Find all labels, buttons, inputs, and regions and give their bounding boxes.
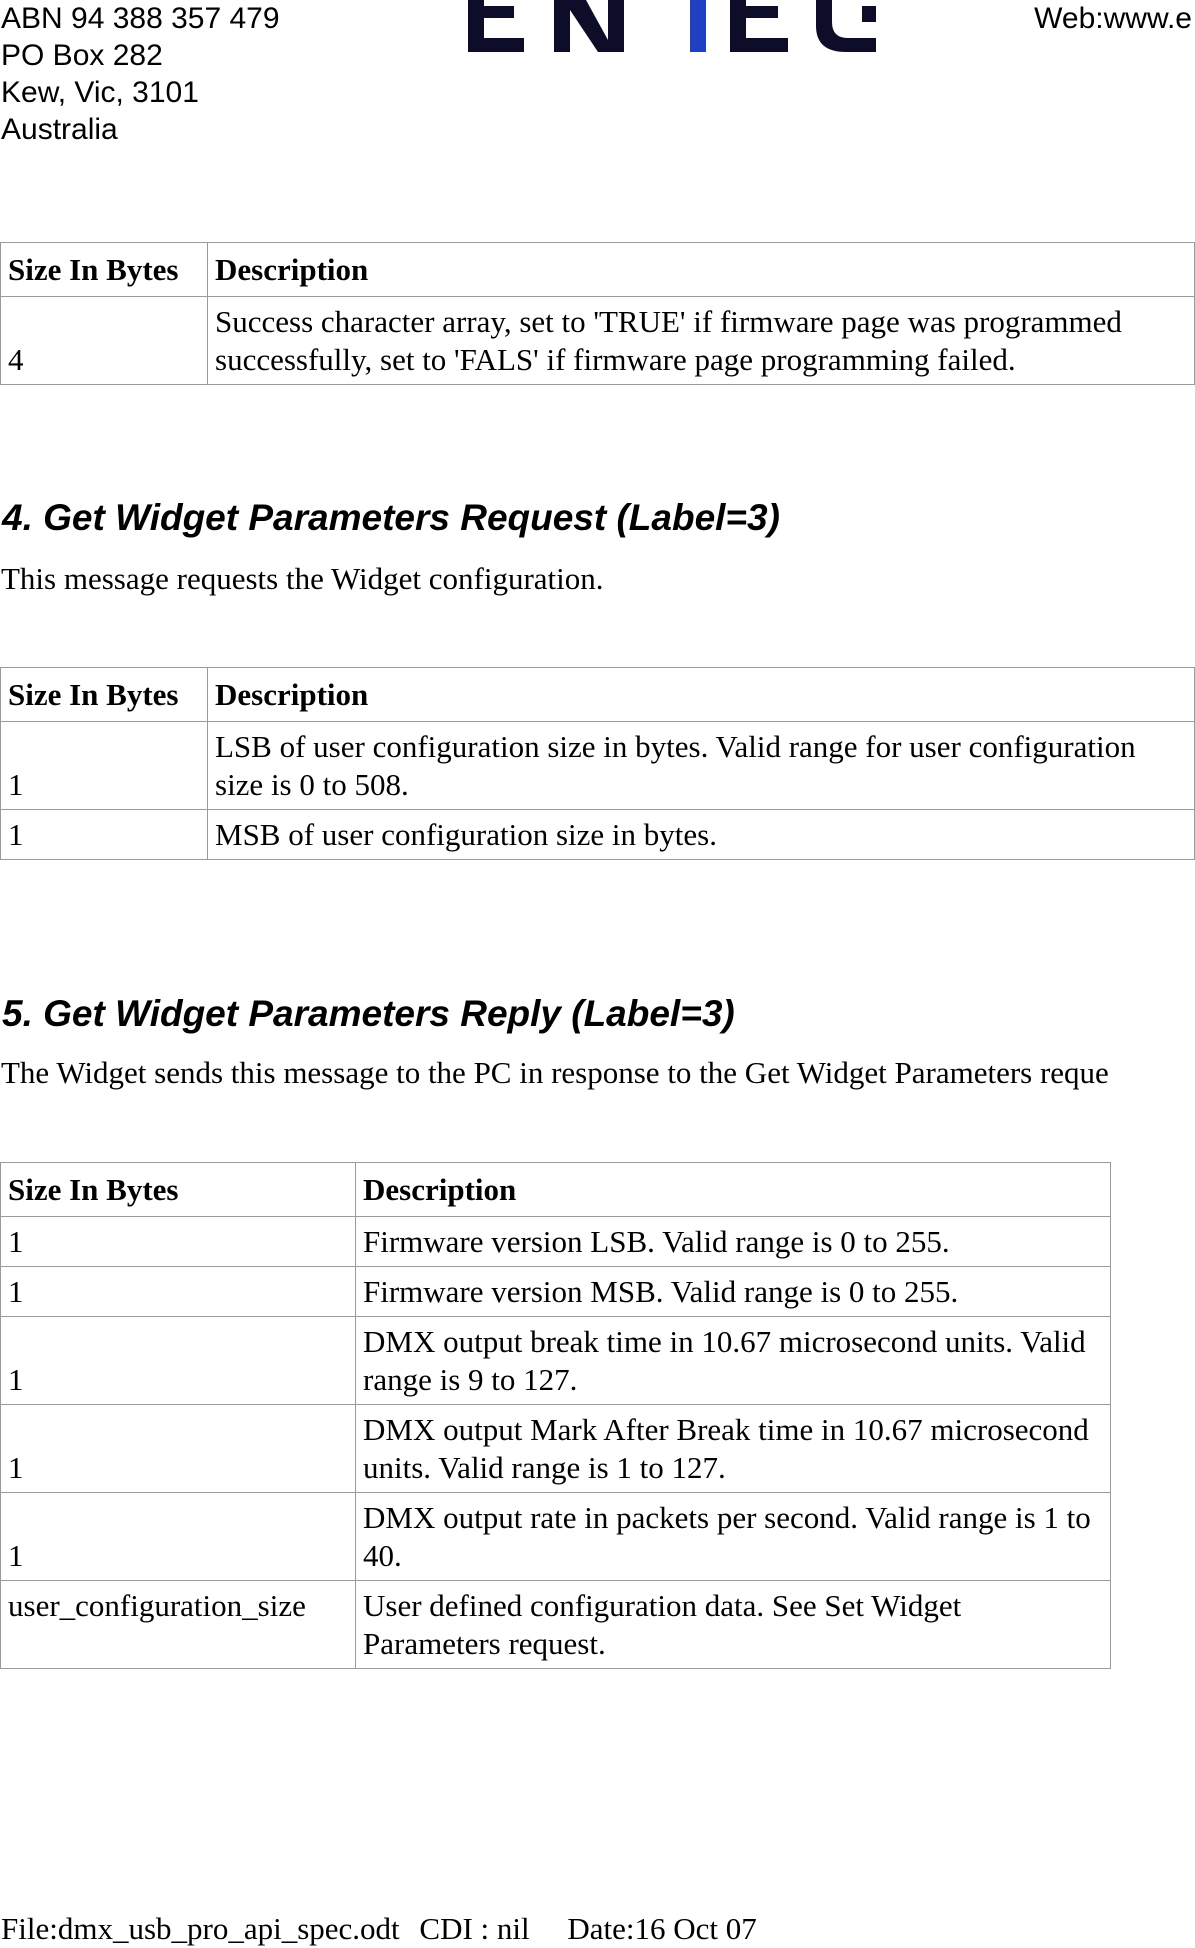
section-5-intro: The Widget sends this message to the PC in response to the Get Widget Parameters reque: [1, 1055, 1109, 1090]
table-row: [1, 297, 1195, 385]
country-line: Australia: [1, 113, 118, 146]
size-cell: 1: [1, 1217, 356, 1267]
size-cell: 1: [1, 722, 208, 810]
description-cell: DMX output Mark After Break time in 10.67 microsecond units. Valid range is 1 to 127.: [356, 1405, 1111, 1493]
table-header-row: [1, 668, 1195, 722]
table-row: [1, 1267, 1111, 1317]
table-row: [1, 1581, 1111, 1669]
column-header-description: Description: [208, 668, 1195, 722]
size-cell: 1: [1, 1267, 356, 1317]
table-header-row: [1, 1163, 1111, 1217]
footer-date: Date:16 Oct 07: [567, 1911, 757, 1946]
size-cell: 4: [1, 297, 208, 385]
description-cell: MSB of user configuration size in bytes.: [208, 810, 1195, 860]
footer-filename: File:dmx_usb_pro_api_spec.odt: [1, 1911, 400, 1946]
table-row: [1, 1493, 1111, 1581]
column-header-size: Size In Bytes: [1, 1163, 356, 1217]
description-cell: Success character array, set to 'TRUE' if firmware page was programmed successfully, set to 'FALS' if firmware page programming failed.: [208, 297, 1195, 385]
website-text: Web:www.e: [1034, 2, 1192, 35]
size-cell: user_configuration_size: [1, 1581, 356, 1669]
section-5-heading: 5. Get Widget Parameters Reply (Label=3): [2, 993, 735, 1034]
table-row: [1, 1317, 1111, 1405]
enttec-logo: [468, 0, 880, 54]
description-cell: User defined configuration data. See Set Widget Parameters request.: [356, 1581, 1111, 1669]
section-4-intro: This message requests the Widget configuration.: [1, 561, 604, 596]
get-widget-params-request-table: [0, 667, 1195, 860]
section-4-heading: 4. Get Widget Parameters Request (Label=3): [2, 497, 780, 538]
size-cell: 1: [1, 810, 208, 860]
description-cell: DMX output rate in packets per second. Valid range is 1 to 40.: [356, 1493, 1111, 1581]
size-cell: 1: [1, 1493, 356, 1581]
column-header-size: Size In Bytes: [1, 668, 208, 722]
column-header-description: Description: [208, 243, 1195, 297]
get-widget-params-reply-table: [0, 1162, 1111, 1669]
size-cell: 1: [1, 1405, 356, 1493]
table-row: [1, 810, 1195, 860]
table-row: [1, 1217, 1111, 1267]
description-cell: DMX output break time in 10.67 microsecond units. Valid range is 9 to 127.: [356, 1317, 1111, 1405]
description-cell: Firmware version LSB. Valid range is 0 to 255.: [356, 1217, 1111, 1267]
size-cell: 1: [1, 1317, 356, 1405]
suburb-line: Kew, Vic, 3101: [1, 76, 199, 109]
company-address: [1, 0, 280, 148]
po-box-line: PO Box 282: [1, 39, 163, 72]
description-cell: LSB of user configuration size in bytes. Valid range for user configuration size is 0 to 508.: [208, 722, 1195, 810]
table-header-row: [1, 243, 1195, 297]
table-row: [1, 722, 1195, 810]
column-header-description: Description: [356, 1163, 1111, 1217]
table-row: [1, 1405, 1111, 1493]
column-header-size: Size In Bytes: [1, 243, 208, 297]
footer-cdi: CDI : nil: [419, 1911, 530, 1946]
page-footer: [1, 1910, 769, 1948]
description-cell: Firmware version MSB. Valid range is 0 to 255.: [356, 1267, 1111, 1317]
enttec-logo-graphic: [468, 0, 880, 54]
abn-line: ABN 94 388 357 479: [1, 2, 280, 35]
firmware-page-reply-table: [0, 242, 1195, 385]
